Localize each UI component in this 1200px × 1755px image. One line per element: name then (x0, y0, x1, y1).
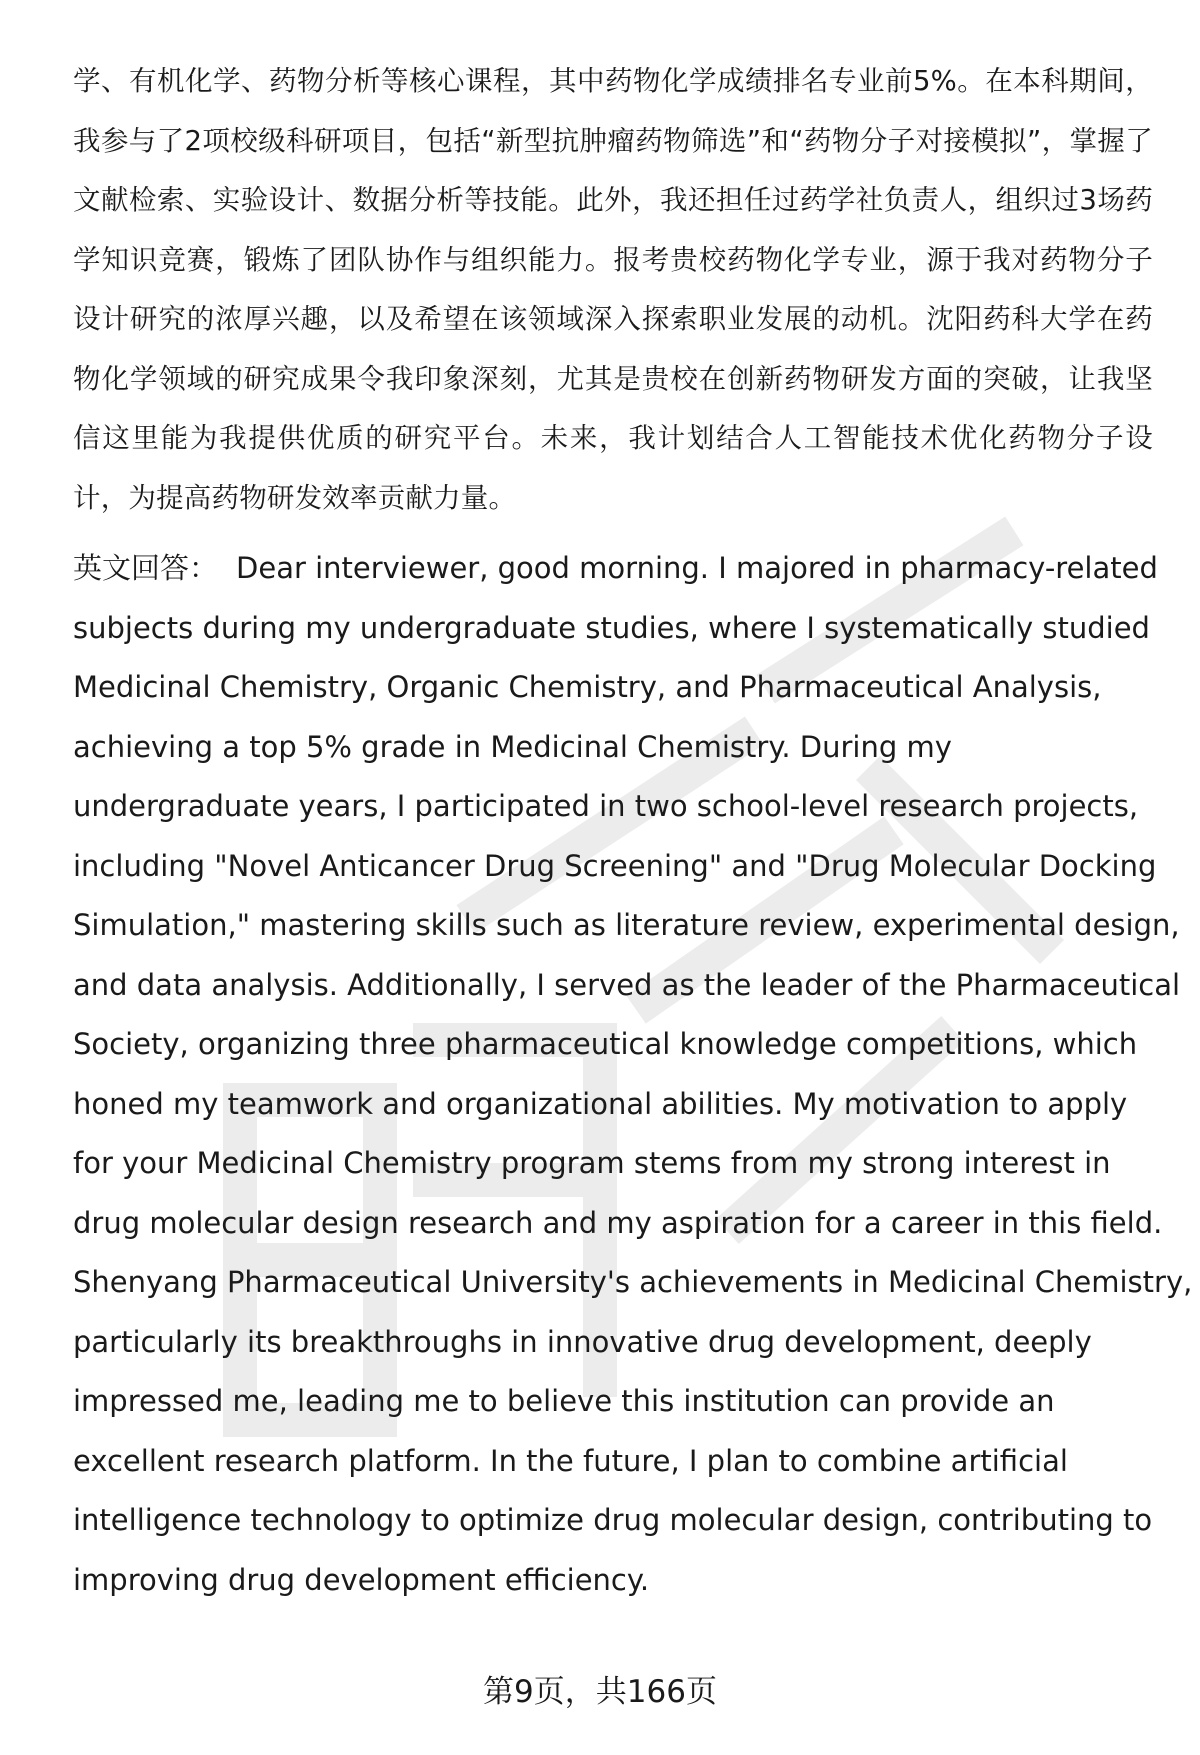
text-line: 英文回答： Dear interviewer, good morning. I majored in pharmacy-related (73, 551, 1158, 585)
text-line: intelligence technology to optimize drug molecular design, contributing to (73, 1503, 1153, 1537)
text-line: including "Novel Anticancer Drug Screening" and "Drug Molecular Docking (73, 848, 1157, 883)
text-line: improving drug development efficiency. (73, 1562, 650, 1597)
page-content (73, 52, 1193, 1610)
text-line: Simulation," mastering skills such as literature review, experimental design, (73, 908, 1180, 942)
english-answer-label: 英文回答： (73, 551, 219, 585)
text-line: particularly its breakthroughs in innovative drug development, deeply (73, 1324, 1092, 1359)
text-line: drug molecular design research and my aspiration for a career in this field. (73, 1205, 1163, 1240)
text-line: undergraduate years, I participated in two school-level research projects, (73, 789, 1139, 823)
text-line: and data analysis. Additionally, I served as the leader of the Pharmaceutical (73, 967, 1181, 1002)
text-line: for your Medicinal Chemistry program stems from my strong interest in (73, 1146, 1111, 1180)
english-answer-paragraph (73, 539, 1193, 1610)
text-line: excellent research platform. In the future, I plan to combine artificial (73, 1443, 1068, 1478)
text-line: Society, organizing three pharmaceutical knowledge competitions, which (73, 1027, 1138, 1061)
text-line: Medicinal Chemistry, Organic Chemistry, and Pharmaceutical Analysis, (73, 670, 1102, 704)
text-line: honed my teamwork and organizational abilities. My motivation to apply (73, 1086, 1128, 1121)
text-line: subjects during my undergraduate studies, where I systematically studied (73, 610, 1150, 645)
page-number-footer: 第9页，共166页 (483, 1674, 717, 1710)
text-line: impressed me, leading me to believe this institution can provide an (73, 1384, 1055, 1418)
text-line: achieving a top 5% grade in Medicinal Chemistry. During my (73, 729, 952, 764)
chinese-answer-paragraph: 学、有机化学、药物分析等核心课程，其中药物化学成绩排名专业前5%。在本科期间，我参与了2项校级科研项目，包括“新型抗肿瘤药物筛选”和“药物分子对接模拟”，掌握了文献检索、实验设计、数据分析等技能。此外，我还担任过药学社负责人，组织过3场药学知识竞赛，锻炼了团队协作与组织能力。报考贵校药物化学专业，源于我对药物分子设计研究的浓厚兴趣，以及希望在该领域深入探索职业发展的动机。沈阳药科大学在药物化学领域的研究成果令我印象深刻，尤其是贵校在创新药物研发方面的突破，让我坚信这里能为我提供优质的研究平台。未来，我计划结合人工智能技术优化药物分子设计，为提高药物研发效率贡献力量。 (73, 65, 1153, 514)
text-line: Shenyang Pharmaceutical University's achievements in Medicinal Chemistry, (73, 1265, 1193, 1299)
